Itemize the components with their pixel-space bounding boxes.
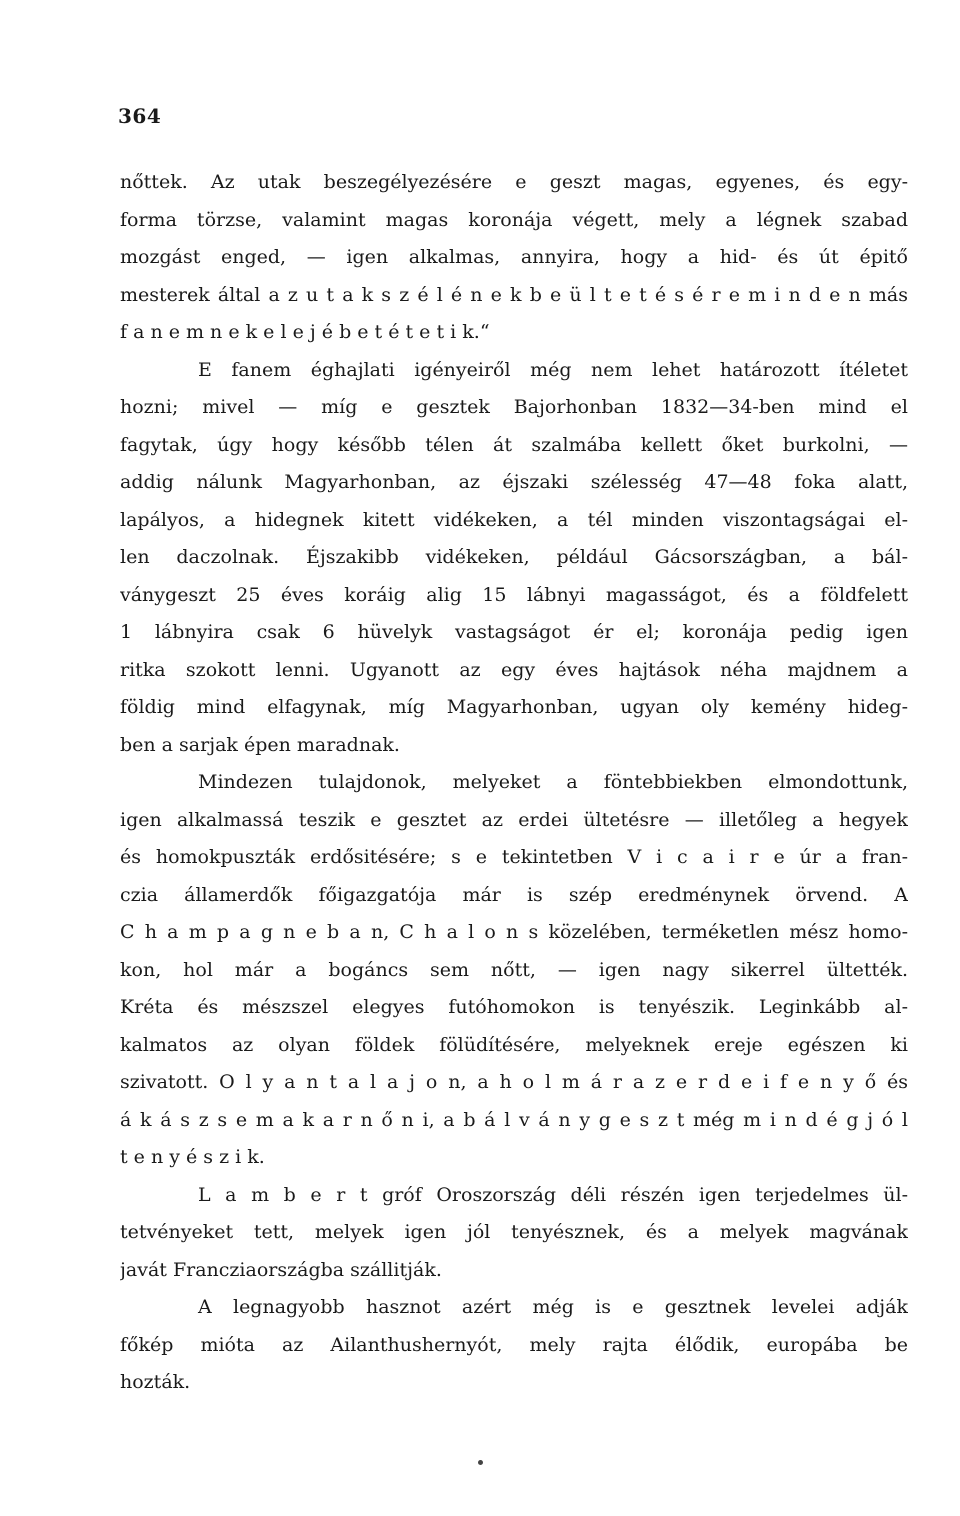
text-line: addig nálunk Magyarhonban, az éjszaki szélesség 47—48 foka alatt,: [120, 471, 908, 493]
text-line: javát Francziaországba szállitják.: [120, 1258, 442, 1281]
text-line: len daczolnak. Éjszakibb vidékeken, például Gácsországban, a bál-: [120, 546, 908, 568]
text-line: földig mind elfagynak, míg Magyarhonban, ugyan oly kemény hideg-: [120, 696, 908, 718]
text-line: czia államerdők főigazgatója már is szép eredménynek örvend. A: [120, 883, 908, 906]
text-line: ben a sarjak épen maradnak.: [120, 733, 400, 756]
text-line: f a n e m n e k e l e j é b e t é t e t i k.“: [120, 321, 490, 343]
text-line: ványgeszt 25 éves koráig alig 15 lábnyi magasságot, és a földfelett: [120, 583, 908, 606]
text-line: A legnagyobb hasznot azért még is e gesztnek levelei adják: [198, 1296, 908, 1318]
text-line: L a m b e r t gróf Oroszország déli részén igen terjedelmes ül-: [198, 1183, 908, 1206]
text-line: főkép mióta az Ailanthushernyót, mely rajta élődik, europába be: [120, 1333, 908, 1356]
text-line: E fanem éghajlati igényeiről még nem lehet határozott ítéletet: [198, 358, 908, 381]
text-line: Kréta és mészszel elegyes futóhomokon is tenyészik. Leginkább al-: [120, 996, 908, 1018]
text-line: 1 lábnyira csak 6 hüvelyk vastagságot ér el; koronája pedig igen: [120, 621, 908, 643]
text-line: kon, hol már a bogáncs sem nőtt, — igen nagy sikerrel ültették.: [120, 958, 908, 981]
text-line: mozgást enged, — igen alkalmas, annyira, hogy a hid- és út épitő: [120, 246, 908, 268]
stray-dot-mark: [478, 1460, 483, 1465]
text-line: fagytak, úgy hogy később télen át szalmába kellett őket burkolni, —: [120, 433, 908, 456]
text-line: tetvényeket tett, melyek igen jól tenyésznek, és a melyek magvának: [120, 1221, 908, 1243]
text-line: szivatott. O l y a n t a l a j o n, a h o l m á r a z e r d e i f e n y ő és: [120, 1071, 908, 1093]
text-line: nőttek. Az utak beszegélyezésére e geszt magas, egyenes, és egy-: [120, 171, 908, 193]
text-line: hozni; mivel — míg e gesztek Bajorhonban 1832—34-ben mind el: [120, 396, 908, 418]
text-line: lapályos, a hidegnek kitett vidékeken, a tél minden viszontagságai el-: [120, 508, 908, 531]
text-line: forma törzse, valamint magas koronája végett, mely a légnek szabad: [120, 208, 908, 231]
text-line: és homokpuszták erdősitésére; s e tekintetben V i c a i r e úr a fran-: [120, 846, 908, 868]
body-text: [120, 164, 908, 1402]
text-line: igen alkalmassá teszik e gesztet az erdei ültetésre — illetőleg a hegyek: [120, 808, 908, 831]
text-line: ritka szokott lenni. Ugyanott az egy éves hajtások néha majdnem a: [120, 658, 908, 681]
text-line: mesterek által a z u t a k s z é l é n e k b e ü l t e t é s é r e m i n d e n más: [120, 283, 908, 306]
page-number: 364: [118, 104, 162, 128]
text-line: Mindezen tulajdonok, melyeket a föntebbiekben elmondottunk,: [198, 771, 908, 793]
text-line: hozták.: [120, 1371, 191, 1393]
text-line: kalmatos az olyan földek fölüdítésére, melyeknek ereje egészen ki: [120, 1033, 908, 1056]
text-line: C h a m p a g n e b a n, C h a l o n s közelében, terméketlen mész homo-: [120, 921, 908, 943]
text-line: á k á s z s e m a k a r n ő n i, a b á l v á n y g e s z t még m i n d é g j ó l: [120, 1108, 908, 1131]
text-line: t e n y é s z i k.: [120, 1146, 265, 1168]
